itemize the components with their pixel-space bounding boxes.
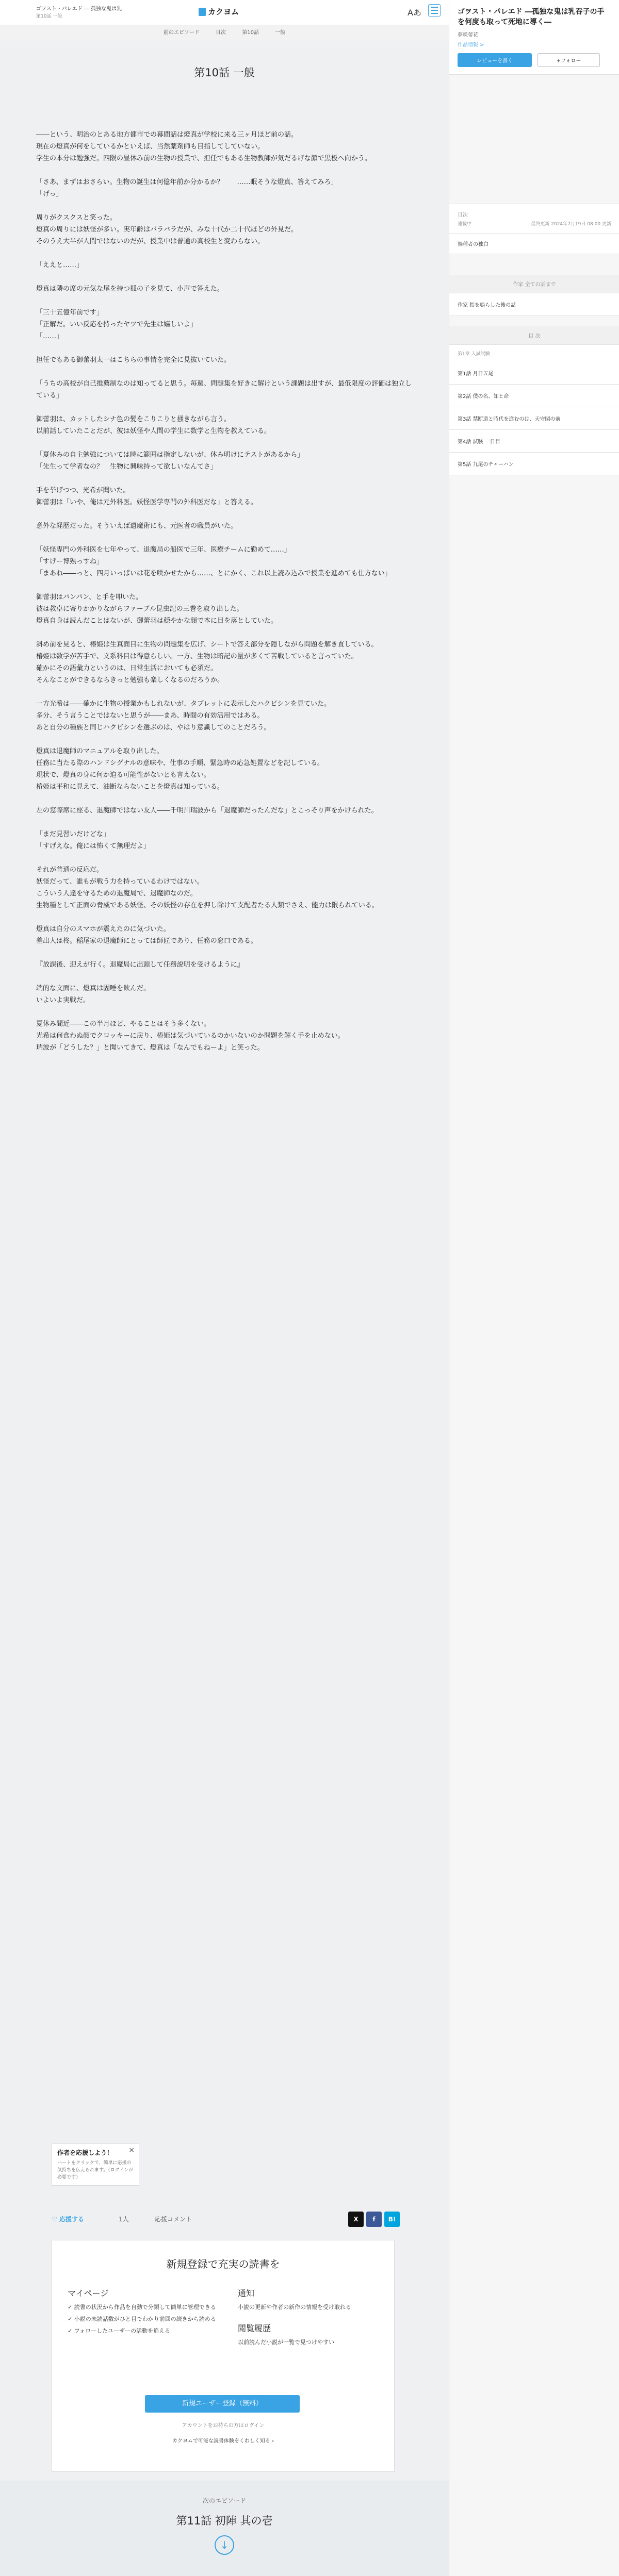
body-paragraph	[36, 971, 413, 983]
body-paragraph: 御蕾羽はパンパン、と手を叩いた。	[36, 593, 143, 601]
body-paragraph	[36, 473, 413, 485]
body-paragraph: 一方光希は――確かに生物の授業かもしれないが、タブレットに表示したハクビシンを見ていた。	[36, 700, 331, 708]
body-paragraph: 「まだ見習いだけどな」	[36, 830, 110, 838]
history-title: 閲覧履歴	[238, 2323, 271, 2333]
body-paragraph	[36, 271, 413, 283]
body-paragraph: 意外な経歴だった。そういえば遺魔術にも、元医者の職員がいた。	[36, 522, 238, 530]
body-paragraph: 「ええと……」	[36, 261, 84, 269]
login-link[interactable]: アカウントをお持ちの方はログイン	[182, 2423, 265, 2429]
logo-text: カクヨム	[208, 7, 239, 16]
other-head: 作家 全ての話まで	[449, 275, 619, 293]
x-share-icon[interactable]: X	[348, 2212, 364, 2227]
body-paragraph: 「夏休みの自主勉強については時に範囲は指定しないが、休み明けにテストがあるから」	[36, 451, 304, 459]
body-paragraph	[36, 911, 413, 923]
body-paragraph: 現在の燈真が何をしているかといえば、当然薬剤師も目指してしていない。	[36, 143, 265, 151]
body-paragraph: 燈真は自分のスマホが震えたのに気づいた。	[36, 925, 170, 933]
like-count[interactable]: 1人	[119, 2216, 129, 2223]
register-box	[52, 2240, 395, 2472]
body-paragraph	[36, 342, 413, 354]
body-paragraph	[36, 437, 413, 449]
toc-item[interactable]: 第2話 僕の名、知と命	[449, 385, 619, 407]
body-paragraph: 「正解だ。いい反応を持ったヤツで先生は嬉しいよ」	[36, 321, 198, 328]
notice-column	[238, 2287, 377, 2347]
support-desc: ハートをクリックで、簡単に応援の気持ちを伝えられます。（ログインが必要です）	[57, 2160, 134, 2180]
next-episode-label: 次のエピソード	[202, 2497, 246, 2504]
sidebar	[449, 0, 619, 2576]
nav-episode-number: 第10話	[242, 30, 259, 36]
body-paragraph: 妖怪だって、誰もが戦う力を持っているわけではない。	[36, 878, 204, 886]
chapter-label: 第1章 入試試験	[449, 345, 619, 362]
body-paragraph: 燈真の周りには妖怪が多い。実年齢はバラバラだが、みな十代か二十代ほどの外見だ。	[36, 226, 298, 234]
toc-item[interactable]: 第5話 九尾のチャーハン	[449, 453, 619, 475]
menu-icon[interactable]	[428, 4, 441, 16]
font-size-icon[interactable]: Aあ	[408, 8, 421, 18]
body-paragraph	[36, 947, 413, 959]
learn-more-link[interactable]: カクヨムで可能な読書体験をくわしく知る ›	[172, 2438, 274, 2444]
other-item[interactable]: 作家 指を鳴らした後の話	[449, 293, 619, 316]
episode-nav	[0, 25, 449, 41]
body-paragraph: 「さあ、まずはおさらい。生物の誕生は何億年前か分かるか？ ……眠そうな燈真、答えてみろ」	[36, 178, 338, 186]
sidebar-work-title[interactable]: ゴヲスト・パレエド ―孤独な鬼は乳吞子の手を何度も取って死地に導く―	[458, 8, 605, 26]
body-paragraph: あと自分の種族と同じハクビシンを選ぶのは、やはり意識してのことだろう。	[36, 724, 271, 732]
body-paragraph: 手を挙げつつ、光希が聞いた。	[36, 487, 130, 494]
body-paragraph: 御蕾羽は、カットしたシナ色の髪をこりこりと掻きながら言う。	[36, 416, 231, 423]
mypage-item: ✓ フォローしたユーザーの活動を追える	[68, 2328, 171, 2334]
body-paragraph: 端的な文面に、燈真は固唾を飲んだ。	[36, 985, 151, 992]
next-episode-title[interactable]: 第11話 初陣 其の壱	[176, 2515, 273, 2527]
register-button[interactable]: 新規ユーザー登録（無料）	[145, 2395, 300, 2413]
register-heading: 新規登録で充実の読書を	[166, 2258, 280, 2270]
episode-subtitle: 第10話 一般	[36, 14, 62, 19]
body-paragraph: 夏休み間近――この半月ほど、やることはそう多くない。	[36, 1020, 211, 1028]
logo-icon	[199, 8, 206, 16]
body-paragraph	[36, 532, 413, 544]
mypage-column	[68, 2287, 217, 2335]
body-paragraph: 現状で、燈真の身に何か迫る可能性がないとも言えない。	[36, 771, 210, 779]
body-paragraph	[36, 508, 413, 520]
mypage-item: ✓ 読書の状況から作品を自動で分類して簡単に管理できる	[68, 2304, 216, 2311]
episode-status: 連載中	[458, 222, 472, 227]
body-paragraph: 瑞波が「どうした？」と聞いてきて、燈真は「なんでもねーよ」と笑った。	[36, 1044, 264, 1052]
toc-item[interactable]: 第3話 禁断道と時代を進むのは、天守閣の前	[449, 407, 619, 430]
body-paragraph	[36, 686, 413, 698]
work-title[interactable]: ゴヲスト・パレエド ― 孤独な鬼は乳	[36, 6, 122, 12]
work-info-link[interactable]: 作品情報 >	[458, 42, 484, 48]
updated-at: 最終更新 2024年7月19日 08:00 更新	[531, 222, 611, 227]
toc-item[interactable]: 第4話 試験 一日目	[449, 430, 619, 453]
history-desc: 以前読んだ小説が一覧で見つけやすい	[238, 2339, 334, 2346]
episode-body	[36, 129, 413, 1054]
body-paragraph: 以前話していたことだが、彼は妖怪や人間の学生に数学と生物を教えている。	[36, 427, 271, 435]
nav-episode-name: 一般	[275, 30, 286, 36]
like-button[interactable]: ♡ 応援する	[52, 2216, 84, 2223]
mypage-item: ✓ 小説の未読話数がひと目でわかり前回の続きから読める	[68, 2316, 216, 2322]
close-icon[interactable]: ×	[128, 2146, 135, 2154]
body-paragraph: 彼は教卓に寄りかかりながらファーブル昆虫記の三巻を取り出した。	[36, 605, 243, 613]
body-paragraph: 生物種として正面の脅威である妖怪、その妖怪の存在を押し除けて支配者たる人類でさえ、能力は限られている。	[36, 902, 379, 909]
action-bar	[52, 2212, 397, 2227]
body-paragraph: 多分、そう言うことではないと思うが――まあ、時間の有効活用ではある。	[36, 712, 264, 720]
top-bar	[0, 0, 449, 25]
body-paragraph	[36, 817, 413, 828]
body-paragraph: ――という、明治のとある地方都市での幕間話は燈真が学校に来る三ヶ月ほど前の話。	[36, 131, 298, 139]
body-paragraph	[36, 247, 413, 259]
next-episode-area	[0, 2481, 449, 2576]
body-paragraph: 周りがクスクスと笑った。	[36, 214, 117, 222]
body-paragraph: 「げっ」	[36, 190, 63, 198]
mypage-title: マイページ	[68, 2288, 109, 2298]
body-paragraph: 御蕾羽は「いや、俺は元外科医。妖怪医学専門の外科医だな」と答える。	[36, 498, 257, 506]
body-paragraph: 差出人は柊。稲尾家の退魔師にとっては師匠であり、任務の窓口である。	[36, 937, 257, 945]
toc-label: 目次	[458, 212, 468, 219]
sidebar-author[interactable]: 夢咲蕾花	[458, 32, 478, 39]
body-paragraph: 椿姫は数学が苦手で、文系科目は得意らしい。一方、生物は暗記の量が多くて苦戦していると言っていた。	[36, 653, 358, 660]
toc-link[interactable]: 目次	[216, 30, 226, 36]
body-paragraph: 「すげー博熟っすね」	[36, 558, 104, 566]
support-title: 作者を応援しよう！	[57, 2149, 113, 2156]
work-info-card	[449, 0, 619, 75]
body-paragraph: 斜め前を見ると、椿姫は生真面目に生物の問題集を広げ、シートで答え部分を隠しながら問題を解き直している。	[36, 641, 378, 649]
body-paragraph: そのうえ大半が人間ではないのだが、授業中は普通の高校生と変わらない。	[36, 238, 265, 245]
body-paragraph: こういう人達を守るための退魔局で、退魔師なのだ。	[36, 890, 197, 898]
body-paragraph	[36, 734, 413, 745]
comment-button[interactable]: 応援コメント	[155, 2216, 192, 2223]
body-paragraph: 「まあね――っと、四月いっぱいは花を咲かせたから……、とにかく、これ以上読み込みで授業を進めても仕方ない」	[36, 570, 392, 577]
body-paragraph: 「先生って学者なの？ 生物に興味持って欲しいなんてさ」	[36, 463, 218, 471]
notice-title: 通知	[238, 2288, 255, 2298]
episode-title: 第10話 一般	[194, 67, 255, 79]
body-paragraph: そんなことができるならきっと勉強も楽しくなるのだろうか。	[36, 676, 224, 684]
body-paragraph: 「妖怪専門の外科医を七年やって、退魔局の船医で三年、医療チームに勤めて……」	[36, 546, 291, 554]
body-paragraph: 「うちの高校が自己推薦制なのは知ってると思う。毎週、問題集を好きに解けという課題は出すが、最低限度の評価は独立している」	[36, 380, 412, 400]
hatena-share-icon[interactable]: B!	[384, 2212, 400, 2227]
review-button[interactable]: レビューを書く	[458, 53, 532, 67]
body-paragraph	[36, 1006, 413, 1018]
body-paragraph: 確かにその語彙力というのは、日常生活においても必須だ。	[36, 664, 218, 672]
episode-main	[36, 41, 413, 1054]
body-paragraph	[36, 295, 413, 307]
body-paragraph: 光希は何食わぬ顔でクロッキーに戻り、椿姫は気づいているのかいないのか問題を解く手を止めない。	[36, 1032, 345, 1040]
body-paragraph: 燈真は退魔師のマニュアルを取り出した。	[36, 747, 164, 755]
body-paragraph: 「……」	[36, 333, 63, 340]
arrow-down-icon[interactable]: ↓	[215, 2535, 234, 2555]
body-paragraph	[36, 579, 413, 591]
body-paragraph: 燈真は隣の席の元気な尾を持つ狐の子を見て、小声で答えた。	[36, 285, 224, 293]
body-paragraph: 『放課後、迎えが行く。退魔局に出頭して任務説明を受けるように』	[36, 961, 244, 969]
body-paragraph	[36, 366, 413, 378]
body-paragraph: 椿姫は平和に見えて、油断ならないことを燈真は知っている。	[36, 783, 224, 791]
body-paragraph: 左の窓際席に座る、退魔師ではない友人――千明川瑞波から「退魔師だったんだな」とこっそり声をかけられた。	[36, 807, 378, 815]
body-paragraph: 担任でもある御蕾羽太一はこちらの事情を完全に見抜いていた。	[36, 356, 231, 364]
body-paragraph: 燈真自身は読んだことはないが、御蕾羽は穏やかな顔で本に目を落としていた。	[36, 617, 278, 625]
body-paragraph	[36, 852, 413, 864]
site-logo[interactable]	[199, 6, 239, 17]
body-paragraph	[36, 164, 413, 176]
prev-episode-link[interactable]: 前のエピソード	[163, 30, 200, 36]
body-paragraph: それが普通の反応だ。	[36, 866, 104, 874]
body-paragraph	[36, 793, 413, 805]
body-paragraph: 「三十五億年前です」	[36, 309, 104, 317]
support-author-box	[52, 2143, 139, 2186]
body-paragraph: 「すげえな。俺には怖くて無理だよ」	[36, 842, 151, 850]
follow-button[interactable]: +フォロー	[537, 53, 600, 67]
body-paragraph: いよいよ実戦だ。	[36, 996, 90, 1004]
body-paragraph: 任務に当たる際のハンドシグナルの意味や、仕事の手順、緊急時の応急処置などを記している。	[36, 759, 324, 767]
facebook-share-icon[interactable]: f	[366, 2212, 382, 2227]
toc-head: 目 次	[449, 326, 619, 345]
body-paragraph	[36, 402, 413, 413]
toc-item[interactable]: 第1話 月日五尾	[449, 362, 619, 385]
body-paragraph	[36, 200, 413, 212]
toc-section	[449, 204, 619, 234]
notice-desc: 小説の更新や作者の新作の情報を受け取れる	[238, 2304, 351, 2311]
body-paragraph: 学生の本分は勉強だ。四限の昼休み前の生物の授業で、担任でもある生物教師が気だるげな顔で黒板へ向かう。	[36, 155, 371, 162]
sidebar-next-item[interactable]: 禍種者の独白	[449, 234, 619, 254]
body-paragraph	[36, 627, 413, 639]
